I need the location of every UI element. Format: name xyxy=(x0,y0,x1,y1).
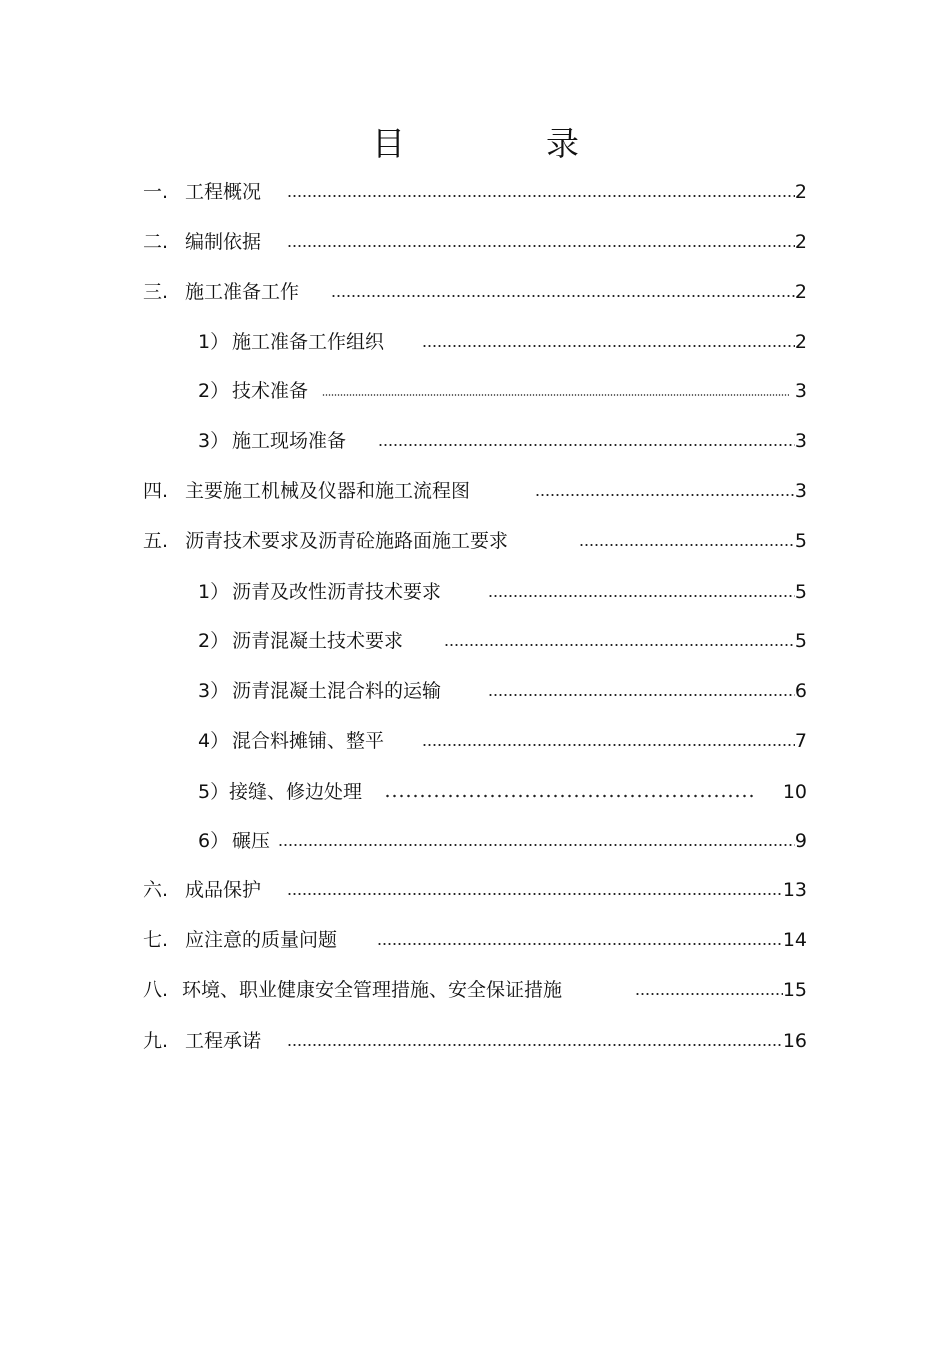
toc-page-number: 3 xyxy=(794,380,807,402)
toc-leader xyxy=(635,976,783,1004)
toc-number: 1） xyxy=(198,331,230,353)
toc-entry[interactable] xyxy=(143,278,807,306)
toc-entry[interactable] xyxy=(143,1027,807,1055)
title-char-2: 录 xyxy=(546,124,579,163)
toc-number: 八. xyxy=(143,979,169,1001)
toc-title: 施工准备工作组织 xyxy=(232,331,385,353)
toc-title: 主要施工机械及仪器和施工流程图 xyxy=(185,480,471,502)
toc-entry[interactable] xyxy=(143,228,807,256)
toc-title: 应注意的质量问题 xyxy=(185,929,338,951)
toc-number: 二. xyxy=(143,231,169,253)
toc-title: 工程概况 xyxy=(185,181,262,203)
toc-title: 编制依据 xyxy=(185,231,262,253)
toc-number: 2） xyxy=(198,380,230,402)
toc-leader xyxy=(444,627,795,655)
toc-entry[interactable] xyxy=(198,627,807,655)
toc-entry[interactable] xyxy=(198,427,807,455)
toc-page-number: 2 xyxy=(794,181,807,203)
toc-page-number: 5 xyxy=(794,530,807,552)
toc-title: 沥青混凝土技术要求 xyxy=(232,630,404,652)
toc-number: 3） xyxy=(198,430,230,452)
toc-title: 技术准备 xyxy=(232,380,309,402)
page-title xyxy=(0,122,950,166)
toc-title: 沥青及改性沥青技术要求 xyxy=(232,581,442,603)
toc-leader xyxy=(384,778,756,806)
toc-number: 1） xyxy=(198,581,230,603)
toc-number: 6） xyxy=(198,830,230,852)
toc-entry[interactable] xyxy=(143,976,807,1004)
toc-leader xyxy=(278,827,795,855)
toc-page-number: 5 xyxy=(794,630,807,652)
toc-page-number: 6 xyxy=(794,680,807,702)
toc-number: 三. xyxy=(143,281,169,303)
toc-page-number: 3 xyxy=(794,430,807,452)
toc-leader xyxy=(579,527,795,555)
toc-leader xyxy=(287,178,795,206)
toc-number: 五. xyxy=(143,530,169,552)
toc-entry[interactable] xyxy=(198,328,807,356)
toc-number: 九. xyxy=(143,1030,169,1052)
toc-leader xyxy=(331,278,795,306)
toc-title: 沥青混凝土混合料的运输 xyxy=(232,680,442,702)
toc-entry[interactable] xyxy=(143,477,807,505)
toc-entry[interactable] xyxy=(198,778,807,806)
toc-page-number: 2 xyxy=(794,281,807,303)
toc-entry[interactable] xyxy=(143,527,807,555)
toc-title: 施工准备工作 xyxy=(185,281,300,303)
toc-leader xyxy=(377,926,783,954)
toc-number: 2） xyxy=(198,630,230,652)
toc-number: 六. xyxy=(143,879,169,901)
toc-leader xyxy=(488,578,795,606)
toc-leader xyxy=(422,328,795,356)
toc-page-number: 9 xyxy=(794,830,807,852)
toc-entry[interactable] xyxy=(198,827,807,855)
toc-leader xyxy=(287,228,795,256)
toc-title: 环境、职业健康安全管理措施、安全保证措施 xyxy=(182,979,563,1001)
toc-leader xyxy=(535,477,795,505)
toc-page-number: 16 xyxy=(782,1030,807,1052)
toc-page-number: 2 xyxy=(794,231,807,253)
toc-number: 七. xyxy=(143,929,169,951)
toc-leader xyxy=(422,727,795,755)
toc-entry[interactable] xyxy=(143,926,807,954)
toc-leader xyxy=(488,677,795,705)
toc-leader xyxy=(322,377,789,405)
toc-number: 四. xyxy=(143,480,169,502)
toc-page-number: 14 xyxy=(782,929,807,951)
toc-page-number: 7 xyxy=(794,730,807,752)
toc-page-number: 2 xyxy=(794,331,807,353)
toc-entry[interactable] xyxy=(198,727,807,755)
toc-leader xyxy=(287,1027,783,1055)
toc-entry[interactable] xyxy=(143,876,807,904)
toc-title: 碾压 xyxy=(232,830,271,852)
toc-title: 成品保护 xyxy=(185,879,262,901)
toc-number: 4） xyxy=(198,730,230,752)
toc-number: 一. xyxy=(143,181,169,203)
toc-page-number: 15 xyxy=(782,979,807,1001)
toc-title: 工程承诺 xyxy=(185,1030,262,1052)
toc-page-number: 3 xyxy=(794,480,807,502)
toc-entry[interactable] xyxy=(198,677,807,705)
toc-entry[interactable] xyxy=(143,178,807,206)
toc-entry[interactable] xyxy=(198,578,807,606)
toc-title: 接缝、修边处理 xyxy=(229,781,363,803)
toc-page-number: 10 xyxy=(782,781,807,803)
toc-number: 3） xyxy=(198,680,230,702)
toc-number: 5） xyxy=(198,781,230,803)
toc-title: 沥青技术要求及沥青砼施路面施工要求 xyxy=(185,530,509,552)
title-char-1: 目 xyxy=(372,124,405,163)
toc-page-number: 5 xyxy=(794,581,807,603)
toc-leader xyxy=(378,427,795,455)
toc-page-number: 13 xyxy=(782,879,807,901)
toc-title: 混合料摊铺、整平 xyxy=(232,730,385,752)
toc-leader xyxy=(287,876,783,904)
toc-entry[interactable] xyxy=(198,377,807,405)
toc-title: 施工现场准备 xyxy=(232,430,347,452)
